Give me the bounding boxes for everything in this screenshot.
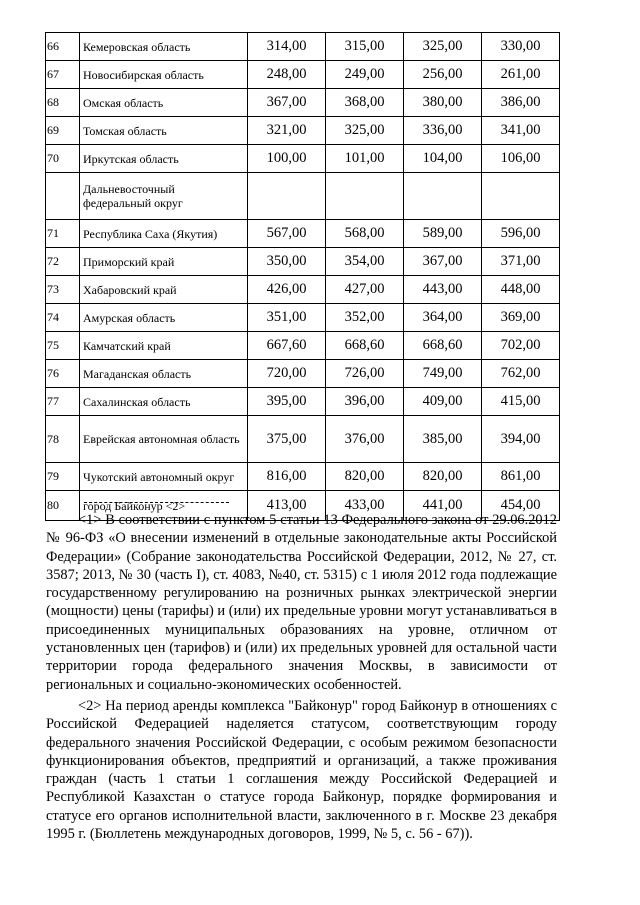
region-name: Амурская область	[80, 304, 248, 332]
tariff-value: 256,00	[404, 61, 482, 89]
region-name: город Байконур <2>	[80, 491, 248, 521]
row-number	[46, 173, 80, 220]
tariff-value: 441,00	[404, 491, 482, 521]
tariff-value: 415,00	[482, 388, 560, 416]
region-name: Омская область	[80, 89, 248, 117]
table-row-section-header	[46, 173, 560, 220]
tariff-value: 861,00	[482, 463, 560, 491]
region-name: Камчатский край	[80, 332, 248, 360]
tariff-value: 589,00	[404, 220, 482, 248]
region-name: Республика Саха (Якутия)	[80, 220, 248, 248]
table-row	[46, 117, 560, 145]
tariff-value	[326, 173, 404, 220]
tariff-value: 325,00	[404, 33, 482, 61]
tariff-value: 454,00	[482, 491, 560, 521]
tariff-value: 820,00	[404, 463, 482, 491]
tariff-value: 380,00	[404, 89, 482, 117]
tariff-value: 325,00	[326, 117, 404, 145]
tariff-value: 101,00	[326, 145, 404, 173]
tariff-value: 354,00	[326, 248, 404, 276]
tariff-value: 352,00	[326, 304, 404, 332]
footnote-2: <2> На период аренды комплекса "Байконур" город Байконур в отношениях с Российской Федерацией наделяется статусом, соответствующим городу федерального значения Российской Федерации, с особым режимом безопасности функционирования объектов, предприятий и организаций, а также проживания граждан (часть 1 статьи 1 соглашения между Российской Федерацией и Республикой Казахстан о статусе города Байконур, порядке формирования и статусе его органов исполнительной власти, заключенного в г. Москве 23 декабря 1995 г. (Бюллетень международных договоров, 1999, № 5, с. 56 - 67)).	[46, 697, 557, 843]
row-number: 75	[46, 332, 80, 360]
row-number: 77	[46, 388, 80, 416]
tariff-value: 448,00	[482, 276, 560, 304]
region-name: Приморский край	[80, 248, 248, 276]
tariff-value: 749,00	[404, 360, 482, 388]
region-name: Иркутская область	[80, 145, 248, 173]
tariff-value: 249,00	[326, 61, 404, 89]
tariff-value	[248, 173, 326, 220]
tariff-value: 371,00	[482, 248, 560, 276]
tariff-value: 667,60	[248, 332, 326, 360]
tariff-value: 369,00	[482, 304, 560, 332]
tariff-value: 816,00	[248, 463, 326, 491]
row-number: 72	[46, 248, 80, 276]
table-row	[46, 33, 560, 61]
row-number: 79	[46, 463, 80, 491]
footnote-1: <1> В соответствии с пунктом 5 статьи 13 Федерального закона от 29.06.2012 № 96-ФЗ «О внесении изменений в отдельные законодательные акты Российской Федерации» (Собрание законодательства Российской Федерации, 2012, № 27, ст. 3587; 2013, № 30 (часть I), ст. 4083, №40, ст. 5315) с 1 июля 2012 года подлежащие государственному регулированию на розничных рынках электрической энергии (мощности) цены (тарифы) и (или) их предельные уровни могут устанавливаться в присоединенных муниципальных образованиях на уровне, отличном от установленных цен (тарифов) и (или) их предельных уровней для остальной части территории города федерального значения Москвы, в зависимости от региональных и социально-экономических особенностей.	[46, 512, 557, 693]
table-row	[46, 248, 560, 276]
row-number: 78	[46, 416, 80, 463]
tariff-value: 426,00	[248, 276, 326, 304]
table-row	[46, 220, 560, 248]
table-row	[46, 388, 560, 416]
tariff-value: 427,00	[326, 276, 404, 304]
tariff-value: 668,60	[404, 332, 482, 360]
table-row	[46, 89, 560, 117]
region-name: Хабаровский край	[80, 276, 248, 304]
tariff-value: 315,00	[326, 33, 404, 61]
tariff-value: 336,00	[404, 117, 482, 145]
tariff-value: 409,00	[404, 388, 482, 416]
tariff-table	[45, 32, 560, 521]
row-number: 71	[46, 220, 80, 248]
tariff-value: 726,00	[326, 360, 404, 388]
tariff-value: 367,00	[248, 89, 326, 117]
tariff-value: 443,00	[404, 276, 482, 304]
tariff-value: 376,00	[326, 416, 404, 463]
region-name: Новосибирская область	[80, 61, 248, 89]
tariff-value: 321,00	[248, 117, 326, 145]
tariff-value: 104,00	[404, 145, 482, 173]
tariff-table-body	[46, 33, 560, 521]
tariff-value: 100,00	[248, 145, 326, 173]
region-name: Томская область	[80, 117, 248, 145]
row-number: 76	[46, 360, 80, 388]
tariff-value: 396,00	[326, 388, 404, 416]
tariff-value: 395,00	[248, 388, 326, 416]
tariff-value: 351,00	[248, 304, 326, 332]
tariff-value: 350,00	[248, 248, 326, 276]
tariff-value: 314,00	[248, 33, 326, 61]
tariff-value: 386,00	[482, 89, 560, 117]
tariff-value: 106,00	[482, 145, 560, 173]
tariff-value: 364,00	[404, 304, 482, 332]
table-row	[46, 276, 560, 304]
tariff-value: 367,00	[404, 248, 482, 276]
tariff-value: 413,00	[248, 491, 326, 521]
tariff-value: 433,00	[326, 491, 404, 521]
table-row	[46, 145, 560, 173]
row-number: 66	[46, 33, 80, 61]
row-number: 67	[46, 61, 80, 89]
tariff-value: 762,00	[482, 360, 560, 388]
tariff-value	[482, 173, 560, 220]
tariff-value: 385,00	[404, 416, 482, 463]
table-row	[46, 304, 560, 332]
footnotes	[46, 511, 557, 843]
region-name: Сахалинская область	[80, 388, 248, 416]
footnote-separator	[84, 502, 229, 503]
tariff-value: 702,00	[482, 332, 560, 360]
region-name: Еврейская автономная область	[80, 416, 248, 463]
table-row	[46, 416, 560, 463]
tariff-value: 330,00	[482, 33, 560, 61]
table-row	[46, 332, 560, 360]
row-number: 70	[46, 145, 80, 173]
table-row	[46, 463, 560, 491]
tariff-value: 341,00	[482, 117, 560, 145]
tariff-value: 820,00	[326, 463, 404, 491]
row-number: 69	[46, 117, 80, 145]
region-name: Магаданская область	[80, 360, 248, 388]
tariff-value: 568,00	[326, 220, 404, 248]
tariff-value: 567,00	[248, 220, 326, 248]
tariff-value: 668,60	[326, 332, 404, 360]
table-row	[46, 61, 560, 89]
row-number: 80	[46, 491, 80, 521]
region-name: Кемеровская область	[80, 33, 248, 61]
row-number: 74	[46, 304, 80, 332]
tariff-value	[404, 173, 482, 220]
tariff-value: 720,00	[248, 360, 326, 388]
table-row	[46, 360, 560, 388]
tariff-value: 596,00	[482, 220, 560, 248]
tariff-value: 248,00	[248, 61, 326, 89]
tariff-value: 368,00	[326, 89, 404, 117]
row-number: 73	[46, 276, 80, 304]
federal-district-name: Дальневосточный федеральный округ	[80, 173, 248, 220]
row-number: 68	[46, 89, 80, 117]
region-name: Чукотский автономный округ	[80, 463, 248, 491]
tariff-value: 375,00	[248, 416, 326, 463]
tariff-value: 261,00	[482, 61, 560, 89]
tariff-value: 394,00	[482, 416, 560, 463]
